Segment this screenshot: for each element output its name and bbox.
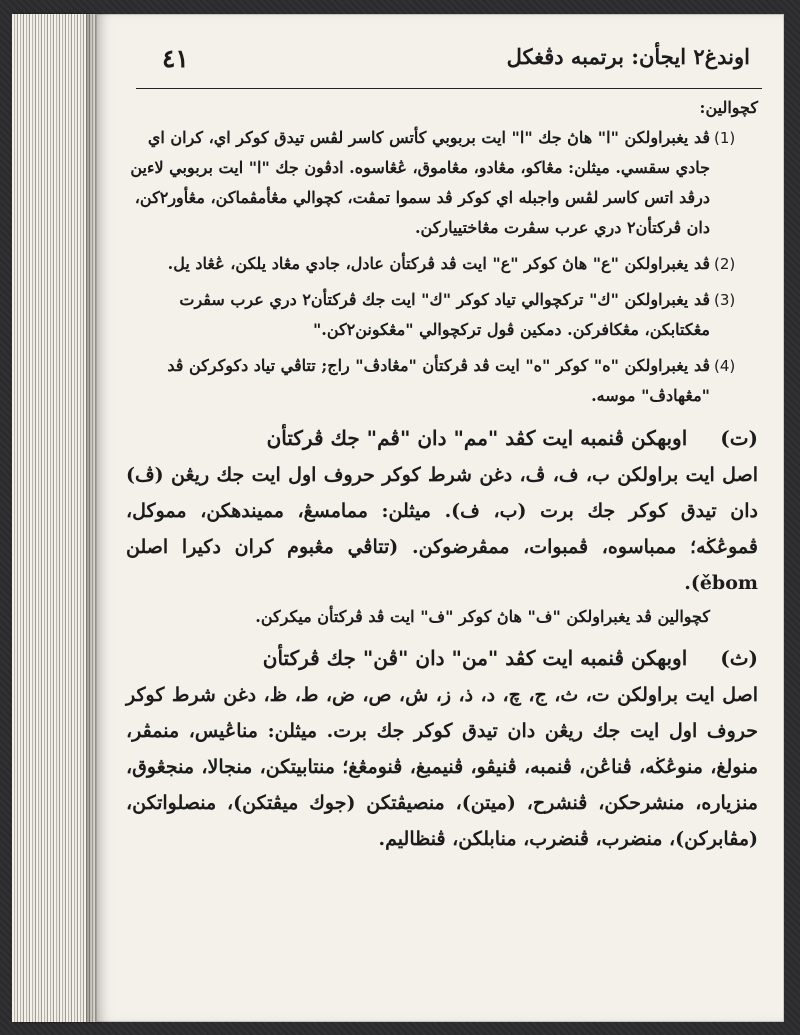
note-text: ڤد يغبراولكن "ا" هاڽ جك "ا" ايت بربوبي كأتس كاسر لڤس تيدق كوكر اي، كران اي جادي سقسي. ميثلن: مڠاكو، مڠادو، مڠاموق، ڠڠاسوه. ادڤون جك "ا" ايت بربوبي لاءين درڤد اتس كاسر لڤس واجبله اي كوكر ڤد سموا تمڤت، كچوالي مڠأمڤماكن، مڠأور٢كن، دان ڤركتأن٢ دري عرب سڤرت مڠاختيياركن. <box>130 128 710 237</box>
note-item <box>126 249 758 279</box>
section-exception-note: كچوالين ڤد يغبراولكن "ف" هاڽ كوكر "ف" ايت ڤد ڤركتأن ميكركن. <box>255 607 710 626</box>
book-page <box>96 14 784 1022</box>
page-number: ٤١ <box>162 44 189 73</box>
header-rule <box>136 88 762 89</box>
section-paragraph: اصل ايت براولكن ت، ث، ج، چ، د، ذ، ز، ش، ص، ض، ط، ظ، دغن شرط كوكر حروف اول ايت جك ريڠن دان تيدق كوكر جك برت. ميثلن: مناڠيس، منمڤر، منولغ، منوڠڬه، ڤناڠن، ڤنمبه، ڤنيڤو، ڤنيمبغ، ڤنومڠغ؛ منتابيتكن، منجالا، منجڠوق، منزياره، منشرحكن، ڤنشرح، (ميتن)، منصيڤتكن (جوك ميڤتكن)، منصلواتكن، (مڤابركن)، منضرب، ڤنضرب، منابلكن، ڤنظاليم. <box>126 684 758 850</box>
section-title <box>126 419 758 457</box>
section-letter: (ث) <box>720 646 758 670</box>
note-number: (1) <box>714 129 736 147</box>
section-heading-text: اوبهكن ڤنمبه ايت كڤد "مم" دان "ڤم" جك ڤركتأن <box>266 426 688 450</box>
note-number: (3) <box>714 291 736 309</box>
note-item <box>126 285 758 345</box>
note-item <box>126 123 758 243</box>
section-tha <box>126 639 758 857</box>
note-number: (4) <box>714 357 736 375</box>
section-paragraph: اصل ايت براولكن ب، ف، ڤ، دغن شرط كوكر حروف اول ايت جك ريڠن (ڤ) دان تيدق كوكر جك برت (ب، ف). ميثلن: ممامسڠ، مميندهكن، مموكل، ڤموڠڬه؛ ممباسوه، ڤمبوات، ممڤرضوكن. (تتاڤي مڠبوم كران دكيرا اصلن ěbom). <box>126 464 758 594</box>
note-text: ڤد يغبراولكن "ه" كوكر "ه" ايت ڤد ڤركتأن "مڠادڤ" راج; تتاڤي تياد دكوكركن ڤد "مڠهادڤ" موسه. <box>167 356 710 405</box>
note-item <box>126 351 758 411</box>
section-title <box>126 639 758 677</box>
body-text <box>126 98 758 857</box>
note-text: ڤد يغبراولكن "ع" هاڽ كوكر "ع" ايت ڤد ڤركتأن عادل، جادي مڠاد يلكن، ڠڠاد يل. <box>167 254 710 273</box>
notes-heading: كچوالين: <box>699 98 758 117</box>
section-letter: (ت) <box>720 426 758 450</box>
note-text: ڤد يغبراولكن "ك" تركچوالي تياد كوكر "ك" ايت جك ڤركتأن٢ دري عرب سڤرت مڠكتابكن، مڠكافركن. دمكين ڤول تركچوالي "مڠكونن٢كن." <box>179 290 710 339</box>
running-title: اوندغ٢ ايجأن: برتمبه دڤغكل <box>506 44 750 69</box>
note-number: (2) <box>714 255 736 273</box>
section-heading-text: اوبهكن ڤنمبه ايت كڤد "من" دان "ڤن" جك ڤركتأن <box>262 646 688 670</box>
section-ta <box>126 419 758 631</box>
